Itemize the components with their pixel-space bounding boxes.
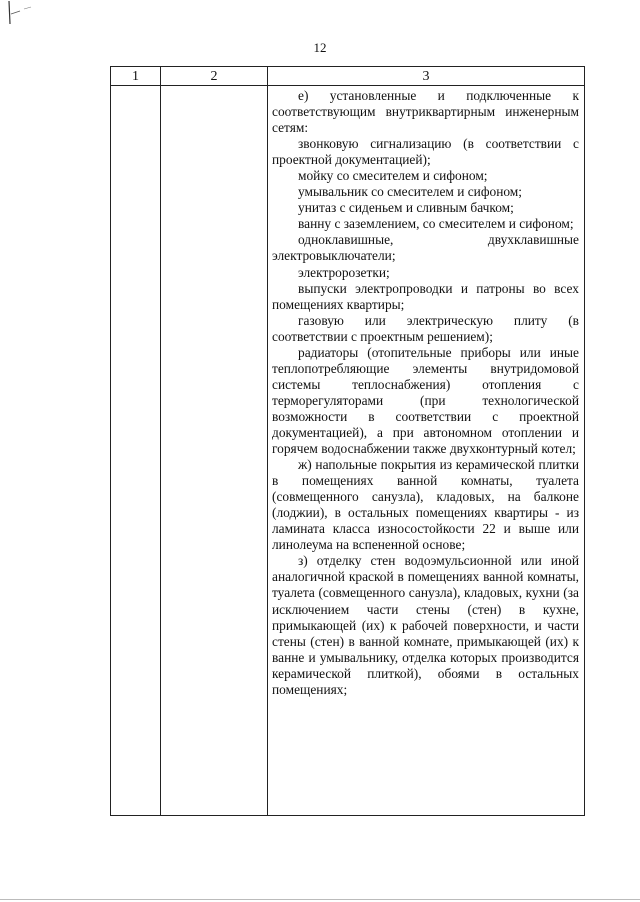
paragraph: з) отделку стен водоэмульсионной или иной аналогичной краской в помещениях ванной комнаты, туалета (совмещенного санузла), кладовых, кухни (за исключением части стены (стен) в кухне, примыкающей (их) к рабочей поверхности, и части стены (стен) в ванной комнате, примыкающей (их) к ванне и умывальнику, отделка которых производится керамической плиткой), обоями в остальных помещениях; (272, 553, 579, 697)
paragraph: звонковую сигнализацию (в соответствии с проектной документацией); (272, 136, 579, 168)
scan-bottom-edge (0, 899, 640, 900)
paragraph: умывальник со смесителем и сифоном; (298, 184, 522, 200)
cell-column-3 (268, 86, 585, 816)
table-header-row (111, 67, 585, 86)
paragraph: мойку со смесителем и сифоном; (298, 168, 488, 184)
cell-column-1 (111, 86, 161, 816)
paragraph: одноклавишные, двухклавишные электровыключатели; (272, 232, 579, 264)
paragraph: радиаторы (отопительные приборы или иные теплопотребляющие элементы внутридомовой системы теплоснабжения) отопления с терморегуляторами (при технологической возможности в соответствии с проектной документацией), а при автономном отоплении и горячем водоснабжении также двухконтурный котел; (272, 344, 579, 457)
column-header-2: 2 (161, 67, 268, 86)
cell-column-2 (161, 86, 268, 816)
requirements-text (268, 86, 584, 698)
page-number: 12 (313, 40, 327, 55)
paragraph: газовую или электрическую плиту (в соответствии с проектным решением); (272, 312, 579, 344)
paragraph: ж) напольные покрытия из керамической плитки в помещениях ванной комнаты, туалета (совмещенного санузла), кладовых, на балконе (лоджии), в остальных помещениях квартиры - из ламината класса износостойкости 22 и выше или линолеума на вспененной основе; (272, 457, 579, 553)
column-header-3: 3 (268, 67, 585, 86)
paragraph: электророзетки; (298, 264, 390, 280)
corner-scan-mark (6, 0, 36, 30)
document-table (110, 66, 585, 816)
table-row (111, 86, 585, 816)
paragraph: унитаз с сиденьем и сливным бачком; (298, 200, 514, 216)
paragraph: е) установленные и подключенные к соответствующим внутриквартирным инженерным сетям: (272, 88, 579, 136)
column-header-1: 1 (111, 67, 161, 86)
paragraph: ванну с заземлением, со смесителем и сифоном; (298, 216, 574, 232)
paragraph: выпуски электропроводки и патроны во всех помещениях квартиры; (272, 280, 579, 312)
